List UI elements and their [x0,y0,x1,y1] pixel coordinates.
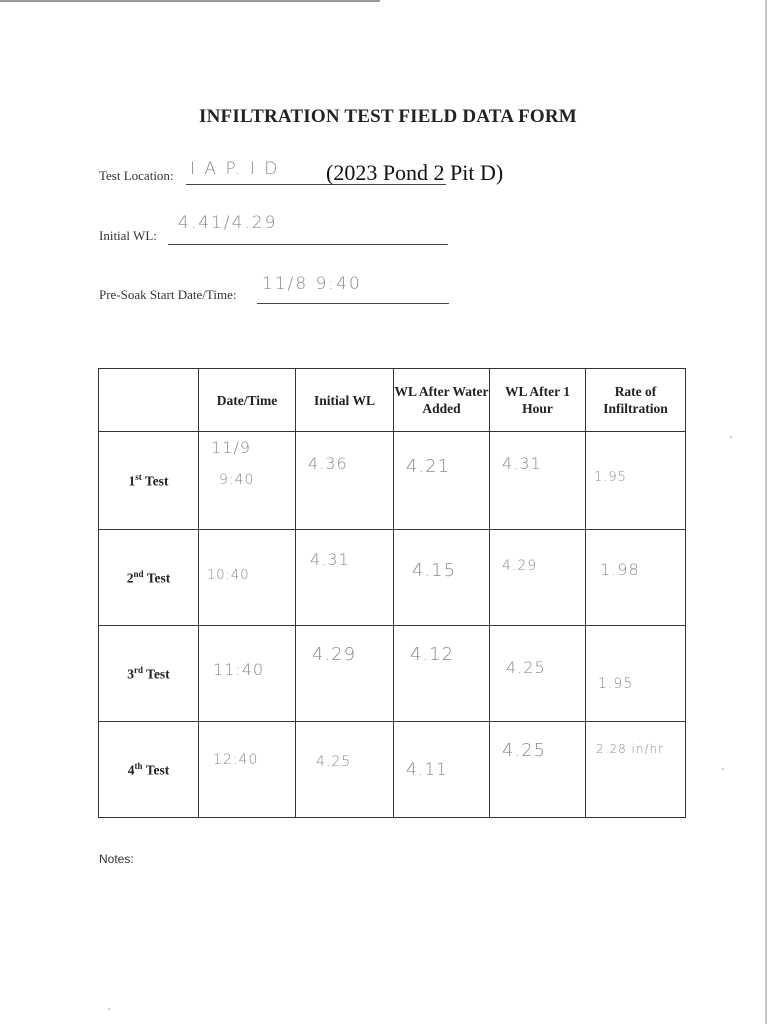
test-location-handwritten: I A P. I D [190,159,280,179]
form-title: INFILTRATION TEST FIELD DATA FORM [199,106,577,127]
header-wl-after-hour: WL After 1 Hour [490,369,586,432]
cell-wl-after-water: 4.15 [394,530,490,626]
header-date-time: Date/Time [199,369,296,432]
table-row [99,530,686,626]
cell-time: 11:40 [213,660,265,679]
initial-wl-handwritten: 4.41/4.29 [178,213,278,233]
header-blank [99,369,199,432]
row-label: 4th Test [99,722,199,818]
cell-date-time [199,530,296,626]
cell-initial-wl: 4.31 [296,530,394,626]
cell-date-time [199,722,296,818]
cell-initial-wl: 4.25 [296,722,394,818]
presoak-label: Pre-Soak Start Date/Time: [99,287,237,302]
header-rate: Rate of Infiltration [586,369,686,432]
scan-top-edge [0,0,380,2]
cell-wl-after-hour: 4.29 [490,530,586,626]
notes-label: Notes: [99,852,134,866]
table-row [99,722,686,818]
cell-initial-wl: 4.29 [296,626,394,722]
cell-rate: 2.28 in/hr [586,722,686,818]
scan-speck [722,768,724,770]
cell-time: 9:40 [219,472,255,488]
header-wl-after-water: WL After Water Added [394,369,490,432]
cell-date: 11/9 [211,438,251,457]
cell-rate: 1.98 [586,530,686,626]
cell-wl-after-water: 4.12 [394,626,490,722]
scan-speck [108,1008,110,1010]
cell-wl-after-hour: 4.31 [490,432,586,530]
cell-date-time [199,626,296,722]
cell-wl-after-hour: 4.25 [490,722,586,818]
cell-time: 10:40 [207,568,250,583]
row-label: 3rd Test [99,626,199,722]
infiltration-data-table [98,368,686,818]
row-label: 2nd Test [99,530,199,626]
cell-rate: 1.95 [586,432,686,530]
table-row [99,626,686,722]
row-label: 1st Test [99,432,199,530]
cell-initial-wl: 4.36 [296,432,394,530]
cell-wl-after-water: 4.21 [394,432,490,530]
test-location-typed: (2023 Pond 2 Pit D) [326,160,504,185]
cell-wl-after-hour: 4.25 [490,626,586,722]
table-header-row [99,369,686,432]
cell-rate: 1.95 [586,626,686,722]
scan-right-edge [765,0,767,1024]
cell-date-time [199,432,296,530]
cell-wl-after-water: 4.11 [394,722,490,818]
header-initial-wl: Initial WL [296,369,394,432]
initial-wl-label: Initial WL: [99,228,157,243]
cell-time: 12:40 [213,752,259,768]
table-row [99,432,686,530]
test-location-label: Test Location: [99,168,174,183]
scan-speck [730,436,732,438]
presoak-handwritten: 11/8 9:40 [262,274,362,294]
